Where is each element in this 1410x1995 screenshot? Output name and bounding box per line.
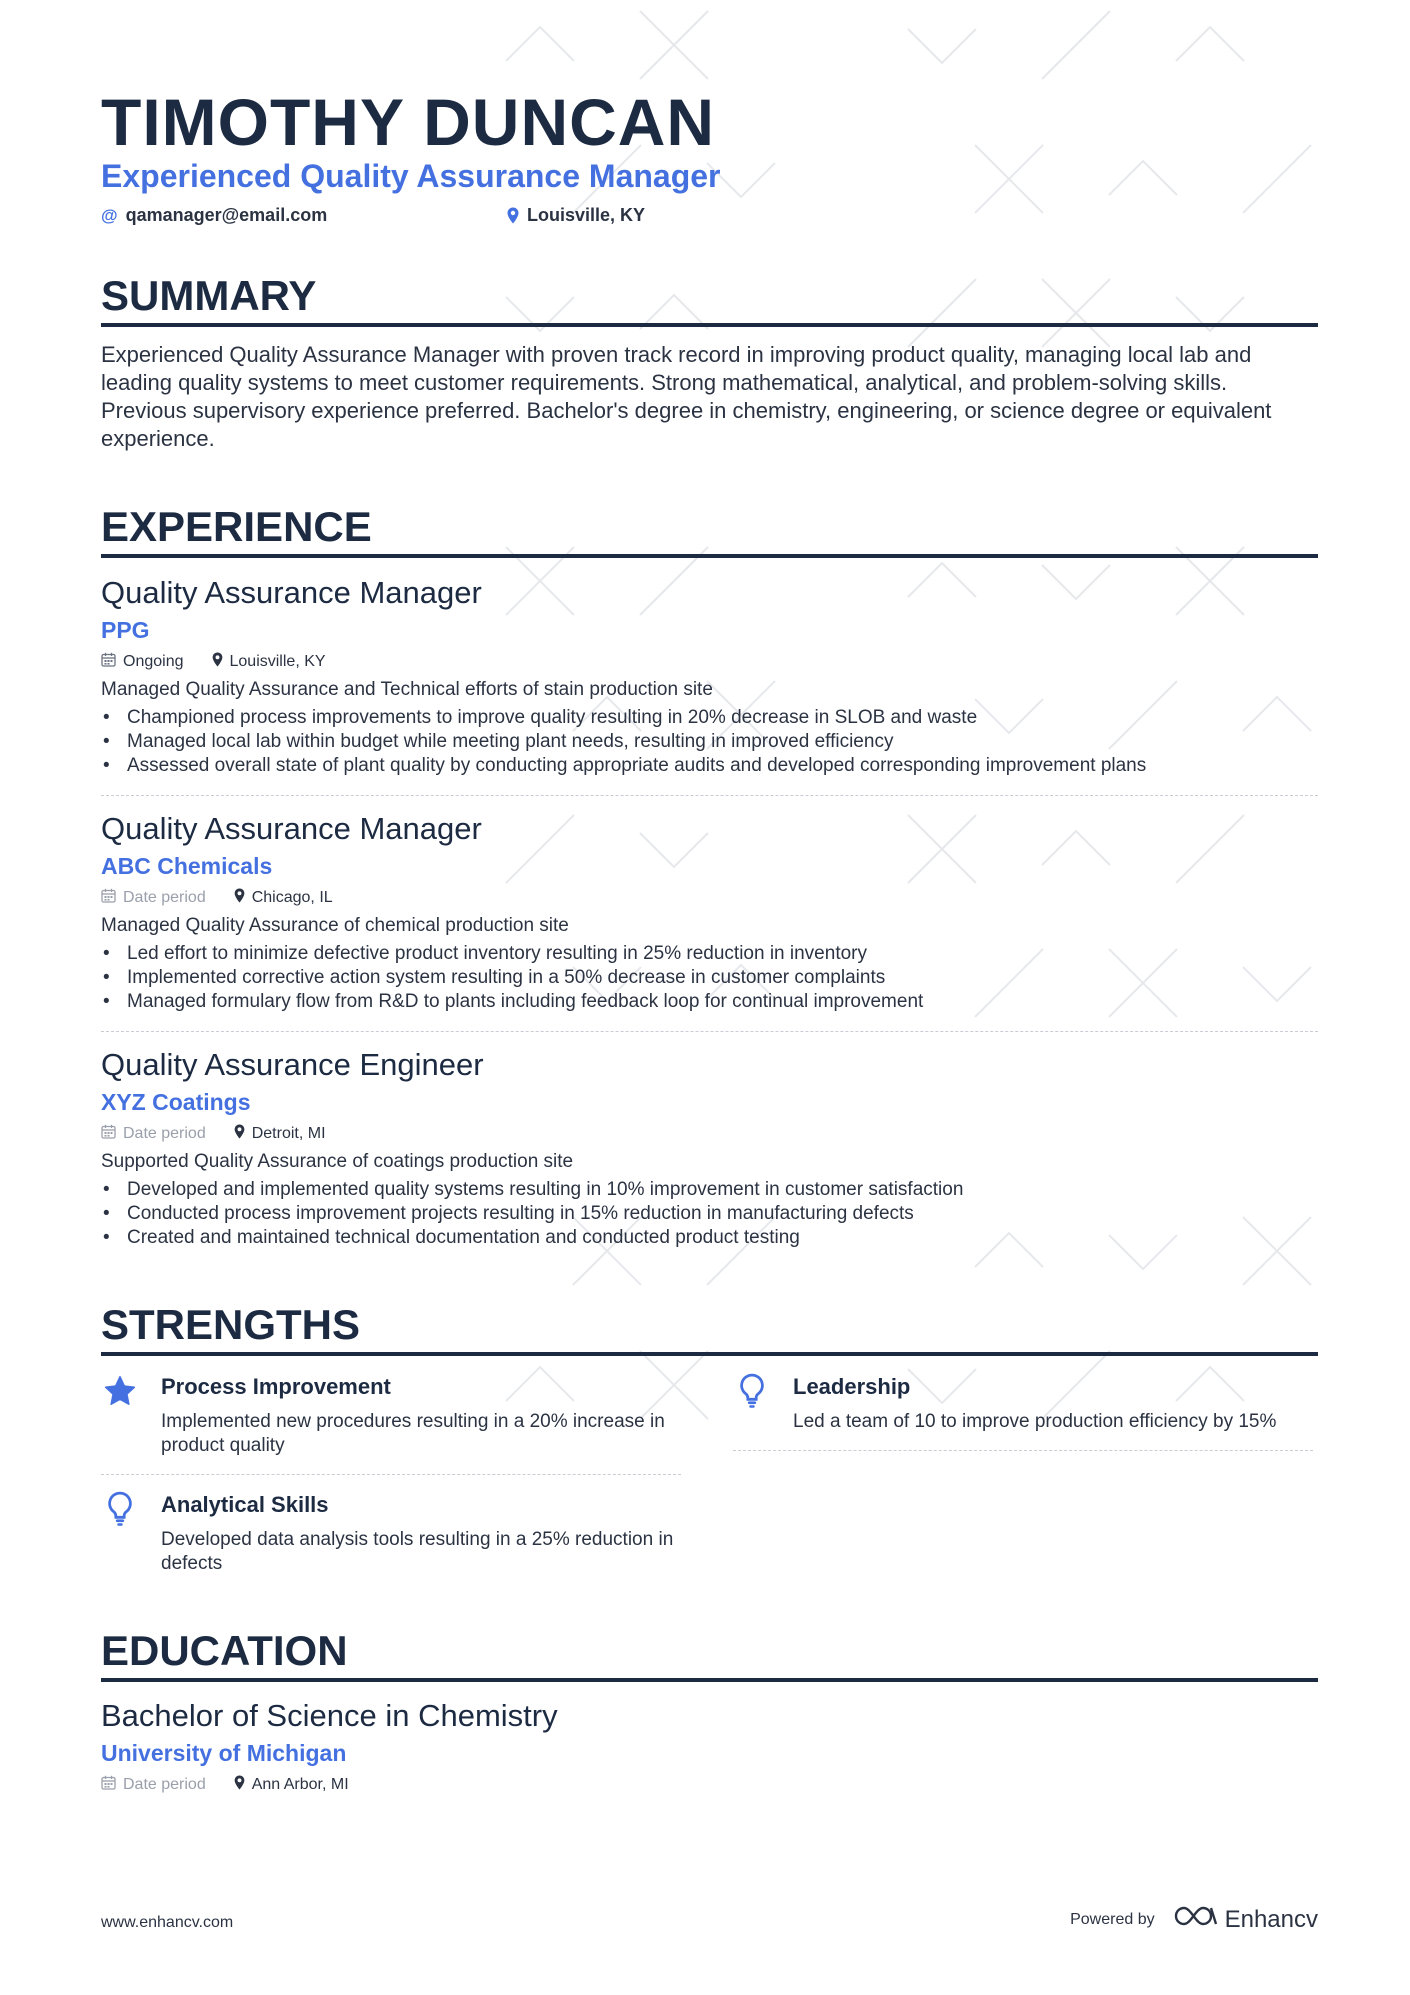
job-meta <box>101 1123 1318 1145</box>
company-name: XYZ Coatings <box>101 1089 251 1115</box>
map-pin-icon <box>212 652 223 672</box>
map-pin-icon <box>234 1775 245 1795</box>
strength-title: Leadership <box>793 1374 911 1399</box>
list-item: • Implemented corrective action system resulting in a 50% decrease in customer complaints <box>101 966 1318 990</box>
job-title: Quality Assurance Engineer <box>101 1047 484 1082</box>
contact-email[interactable] <box>101 205 327 226</box>
job-period: Date period <box>101 888 206 908</box>
list-item: • Conducted process improvement projects resulting in 15% reduction in manufacturing defects <box>101 1202 1318 1226</box>
lightbulb-icon <box>733 1372 771 1410</box>
candidate-headline: Experienced Quality Assurance Manager <box>101 158 721 194</box>
job-achievements <box>101 706 1318 778</box>
education-period: Date period <box>101 1775 206 1795</box>
strength-description: Implemented new procedures resulting in a 20% increase in product quality <box>161 1411 665 1456</box>
job-description: Managed Quality Assurance and Technical efforts of stain production site <box>101 679 713 700</box>
job-description: Supported Quality Assurance of coatings production site <box>101 1151 574 1172</box>
strength-description: Led a team of 10 to improve production efficiency by 15% <box>793 1411 1277 1432</box>
education-heading: EDUCATION <box>101 1626 1318 1682</box>
list-item: • Championed process improvements to improve quality resulting in 20% decrease in SLOB and waste <box>101 706 1318 730</box>
enhancv-logo-icon <box>1173 1904 1219 1935</box>
list-item: • Managed local lab within budget while meeting plant needs, resulting in improved efficiency <box>101 730 1318 754</box>
list-item: • Assessed overall state of plant quality by conducting appropriate audits and developed corresponding improvement plans <box>101 754 1318 778</box>
education-location: Ann Arbor, MI <box>234 1775 349 1795</box>
job-meta <box>101 887 1318 909</box>
company-name: PPG <box>101 617 150 643</box>
job-period: Ongoing <box>101 652 184 672</box>
email-text: qamanager@email.com <box>125 205 328 225</box>
brand-name: Enhancv <box>1224 1905 1318 1933</box>
job-achievements <box>101 1178 1318 1250</box>
company-name: ABC Chemicals <box>101 853 273 879</box>
calendar-icon <box>101 1124 116 1144</box>
calendar-icon <box>101 1775 116 1795</box>
lightbulb-icon <box>101 1490 139 1528</box>
strength-title: Analytical Skills <box>161 1492 329 1517</box>
location-text: Louisville, KY <box>527 205 646 225</box>
map-pin-icon <box>234 888 245 908</box>
list-item: • Managed formulary flow from R&D to plants including feedback loop for continual improvement <box>101 990 1318 1014</box>
job-location: Louisville, KY <box>212 652 326 672</box>
experience-entry <box>101 1045 1318 1267</box>
job-location: Chicago, IL <box>234 888 333 908</box>
strength-item <box>101 1366 681 1475</box>
map-pin-icon <box>507 207 519 224</box>
at-icon: @ <box>101 205 118 225</box>
strength-description: Developed data analysis tools resulting in a 25% reduction in defects <box>161 1529 674 1574</box>
footer-brand[interactable] <box>1070 1904 1318 1935</box>
job-period: Date period <box>101 1124 206 1144</box>
footer-url[interactable]: www.enhancv.com <box>101 1914 234 1931</box>
school-name: University of Michigan <box>101 1740 347 1766</box>
list-item: • Developed and implemented quality systems resulting in 10% improvement in customer satisfaction <box>101 1178 1318 1202</box>
education-meta <box>101 1774 1318 1796</box>
education-entry <box>101 1696 1318 1796</box>
list-item: • Created and maintained technical documentation and conducted product testing <box>101 1226 1318 1250</box>
list-item: • Led effort to minimize defective product inventory resulting in 25% reduction in inventory <box>101 942 1318 966</box>
degree-title: Bachelor of Science in Chemistry <box>101 1698 558 1733</box>
strength-title: Process Improvement <box>161 1374 391 1399</box>
calendar-icon <box>101 888 116 908</box>
candidate-name: TIMOTHY DUNCAN <box>101 85 716 159</box>
calendar-icon <box>101 652 116 672</box>
strength-item <box>733 1366 1313 1451</box>
strengths-heading: STRENGTHS <box>101 1300 1318 1356</box>
job-achievements <box>101 942 1318 1014</box>
experience-entry <box>101 809 1318 1032</box>
summary-text: Experienced Quality Assurance Manager with proven track record in improving product quality, managing local lab and leading quality systems to meet customer requirements. Strong mathematical, analytical, and problem-solving skills. Previous supervisory experience preferred. Bachelor's degree in chemistry, engineering, or science degree or equivalent experience. <box>101 342 1272 451</box>
star-icon <box>101 1372 139 1410</box>
map-pin-icon <box>234 1124 245 1144</box>
experience-entry <box>101 573 1318 796</box>
strength-item <box>101 1484 681 1592</box>
job-description: Managed Quality Assurance of chemical production site <box>101 915 569 936</box>
powered-by-label: Powered by <box>1070 1910 1155 1928</box>
job-location: Detroit, MI <box>234 1124 326 1144</box>
experience-heading: EXPERIENCE <box>101 502 1318 558</box>
job-meta <box>101 651 1318 673</box>
job-title: Quality Assurance Manager <box>101 811 482 846</box>
brand-logo <box>1173 1904 1318 1935</box>
contact-location <box>507 205 645 226</box>
contact-info <box>101 205 1318 229</box>
summary-heading: SUMMARY <box>101 271 1318 327</box>
job-title: Quality Assurance Manager <box>101 575 482 610</box>
